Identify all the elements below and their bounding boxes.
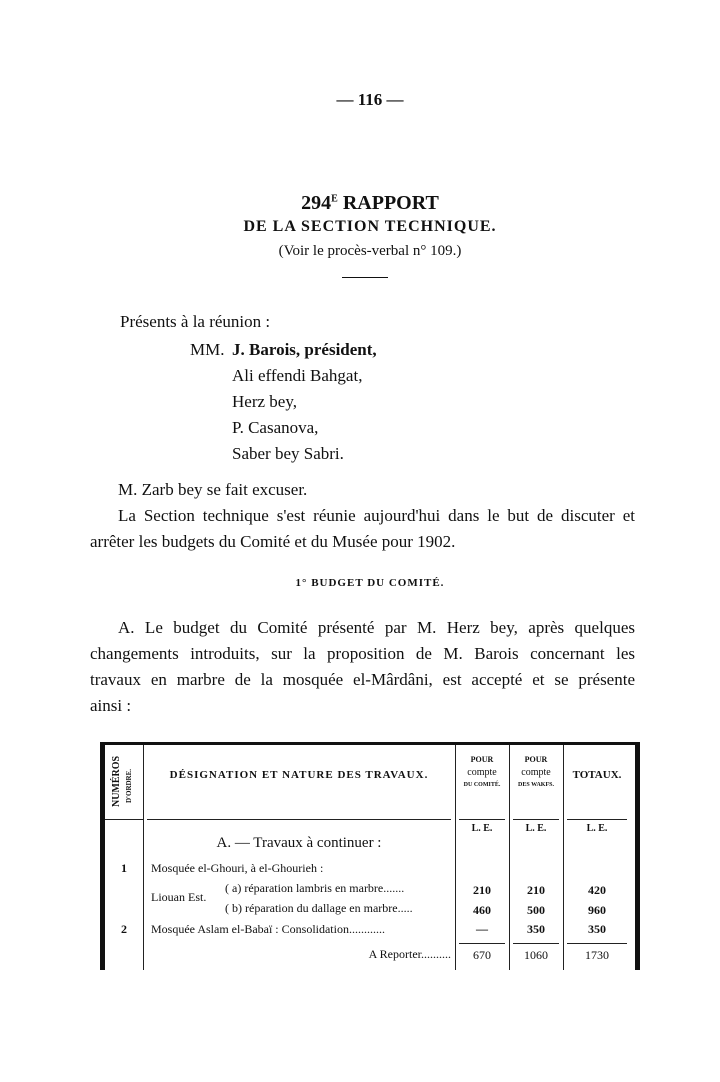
member: Ali effendi Bahgat,: [232, 366, 363, 385]
sum-rule: [567, 943, 627, 944]
row-text: Mosquée Aslam el-Babaï : Consolidation............: [151, 922, 385, 936]
header-col1-line: POUR: [470, 755, 494, 764]
row-text: Mosquée el-Ghouri, à el-Ghourieh :: [151, 861, 324, 875]
header-num2: D'ORDRE.: [125, 768, 133, 803]
carry-value: 670: [473, 948, 491, 962]
value-cell: —: [476, 922, 488, 936]
paragraph-a: [90, 615, 635, 719]
row-number: 2: [121, 922, 127, 936]
header-rule: [459, 819, 505, 820]
row-text: ( a) réparation lambris en marbre.......: [225, 881, 405, 895]
report-reference: (Voir le procès-verbal n° 109.): [278, 243, 462, 259]
paragraph-line: changements introduits, sur la proposition de M. Barois concernant les: [90, 644, 635, 663]
section-label: A. — Travaux à continuer :: [216, 835, 382, 851]
header-col2-line: POUR: [524, 755, 548, 764]
report-word: RAPPORT: [337, 192, 439, 214]
report-number-sup: E: [331, 193, 338, 205]
unit-label: L. E.: [586, 823, 608, 834]
unit-label: L. E.: [525, 823, 547, 834]
paragraph-line: travaux en marbre de la mosquée el-Mârdâni, est accepté et se présente: [90, 670, 635, 689]
value-cell: 350: [588, 922, 606, 936]
header-rule: [513, 819, 559, 820]
attendance-prefix: MM.: [190, 340, 225, 359]
header-rule: [147, 819, 451, 820]
unit-label: L. E.: [471, 823, 493, 834]
member: Herz bey,: [232, 392, 297, 411]
member: Saber bey Sabri.: [232, 444, 344, 463]
value-cell: 350: [527, 922, 545, 936]
row-text: ( b) réparation du dallage en marbre.....: [225, 901, 413, 915]
row-number: 1: [121, 861, 127, 875]
header-col1: [455, 753, 509, 792]
member: J. Barois, président,: [232, 340, 377, 359]
header-rule: [567, 819, 627, 820]
header-col1-line: DU COMITÉ.: [463, 782, 501, 788]
value-cell: 960: [588, 903, 606, 917]
carry-value: 1060: [524, 948, 548, 962]
excused-note: M. Zarb bey se fait excuser.: [118, 480, 308, 499]
value-cell: 460: [473, 903, 491, 917]
header-col2: [509, 753, 563, 792]
budget-table: [100, 742, 640, 970]
value-cell: 420: [588, 883, 606, 897]
header-totals: TOTAUX.: [572, 769, 622, 781]
member: P. Casanova,: [232, 418, 319, 437]
report-title: [0, 192, 720, 215]
value-cell: 500: [527, 903, 545, 917]
intro-line: arrêter les budgets du Comité et du Musée pour 1902.: [90, 532, 456, 551]
sum-rule: [513, 943, 559, 944]
header-designation: DÉSIGNATION ET NATURE DES TRAVAUX.: [169, 769, 429, 781]
page-number: — 116 —: [336, 90, 404, 109]
section-heading: 1° BUDGET DU COMITÉ.: [295, 577, 445, 589]
paragraph-line: ainsi :: [90, 696, 132, 715]
carry-label: A Reporter..........: [368, 947, 451, 961]
carry-value: 1730: [585, 948, 609, 962]
header-col1-line: compte: [467, 767, 497, 778]
header-rule: [105, 819, 143, 820]
sum-rule: [459, 943, 505, 944]
attendance-heading: Présents à la réunion :: [120, 312, 271, 331]
paragraph-line: A. Le budget du Comité présenté par M. Herz bey, après quelques: [118, 618, 635, 637]
report-number: 294: [301, 192, 332, 214]
header-num1: NUMÉROS: [111, 755, 122, 807]
header-col2-line: compte: [521, 767, 551, 778]
intro-paragraph: [90, 503, 635, 555]
value-cell: 210: [473, 883, 491, 897]
report-subtitle: DE LA SECTION TECHNIQUE.: [243, 218, 497, 235]
header-col2-line: DES WAKFS.: [518, 782, 554, 788]
row-prefix: Liouan Est.: [151, 890, 207, 904]
intro-line: La Section technique s'est réunie aujourd'hui dans le but de discuter et: [118, 506, 635, 525]
value-cell: 210: [527, 883, 545, 897]
title-rule: [342, 277, 388, 278]
col-divider: [143, 745, 144, 970]
